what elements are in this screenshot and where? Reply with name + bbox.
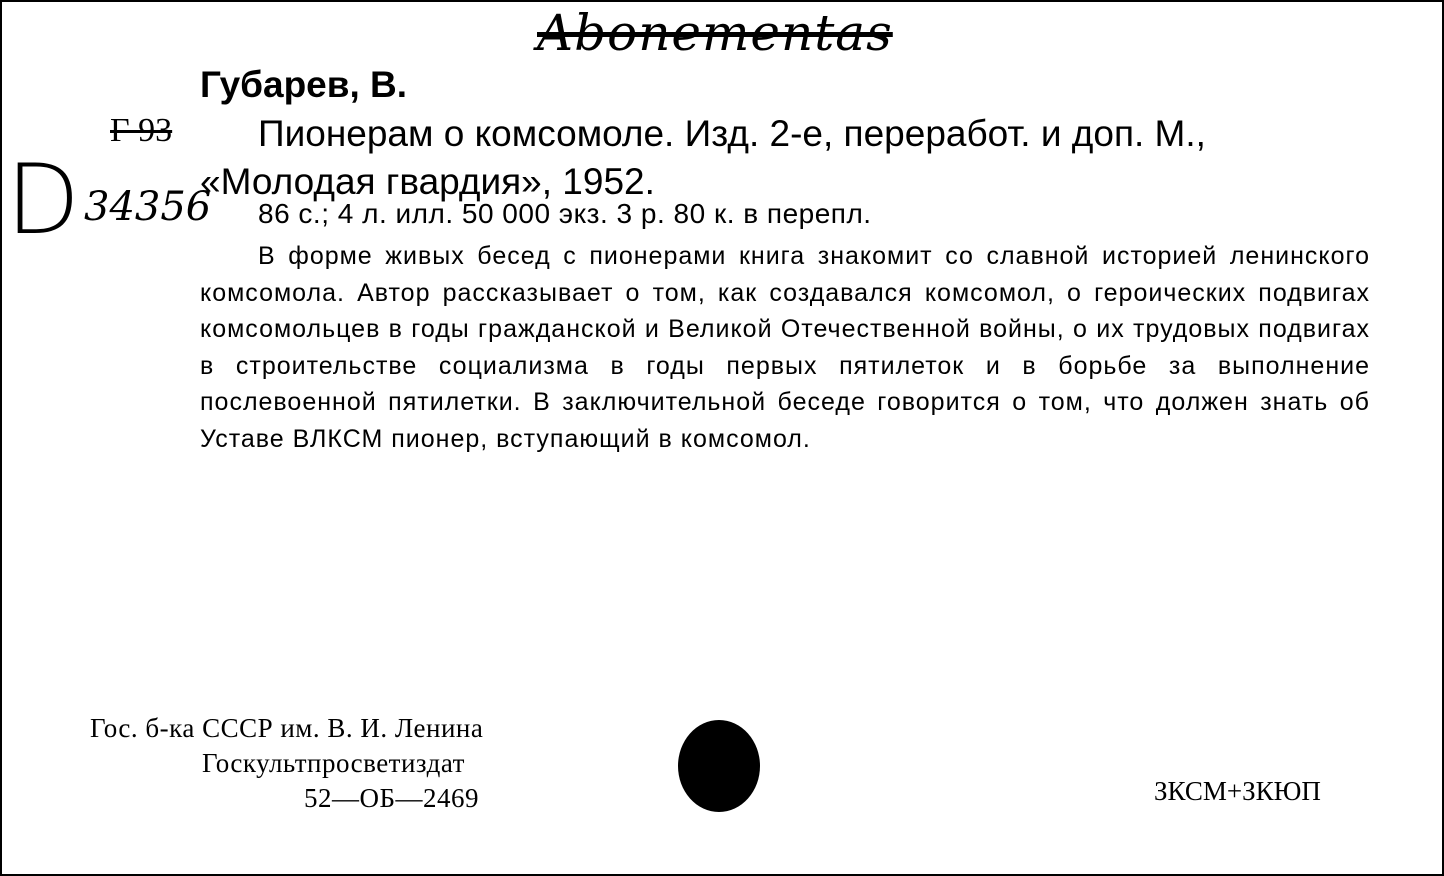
annotation: В форме живых бесед с пионерами книга знакомит со славной историей ленинского комсомола. Автор рассказывает о том, как создавался комсомол, о героических подвигах комсомольцев в годы гражданской и Великой Отечественной войны, о их трудовых подвигах в строительстве социализма в годы первых пятилеток и в борьбе за выполнение послевоенной пятилетки. В заключительной беседе говорится о том, что должен знать об Уставе ВЛКСМ пионер, вступающий в комсомол. [200, 242, 1370, 453]
crossed-shelf-code: Г 93 [110, 112, 173, 149]
classification-code: ЗКСМ+ЗКЮП [1154, 776, 1321, 806]
publisher-line-2: Госкультпросветиздат [202, 748, 465, 778]
punch-hole [678, 720, 760, 812]
book-title: Пионерам о комсомоле. Изд. 2-е, переработ. и доп. М., «Молодая гвардия», 1952. [200, 113, 1206, 202]
call-letter: D [6, 144, 80, 256]
publisher-line-1: Гос. б-ка СССР им. В. И. Ленина [90, 713, 484, 743]
handwritten-stamp-top: Abonementas [537, 4, 893, 62]
handwritten-call-number: 34356 [84, 184, 212, 230]
author: Губарев, В. [200, 64, 408, 105]
publisher-line-3: 52—ОБ—2469 [304, 783, 480, 813]
physical-description: 86 с.; 4 л. илл. 50 000 экз. 3 р. 80 к. в перепл. [258, 198, 872, 229]
